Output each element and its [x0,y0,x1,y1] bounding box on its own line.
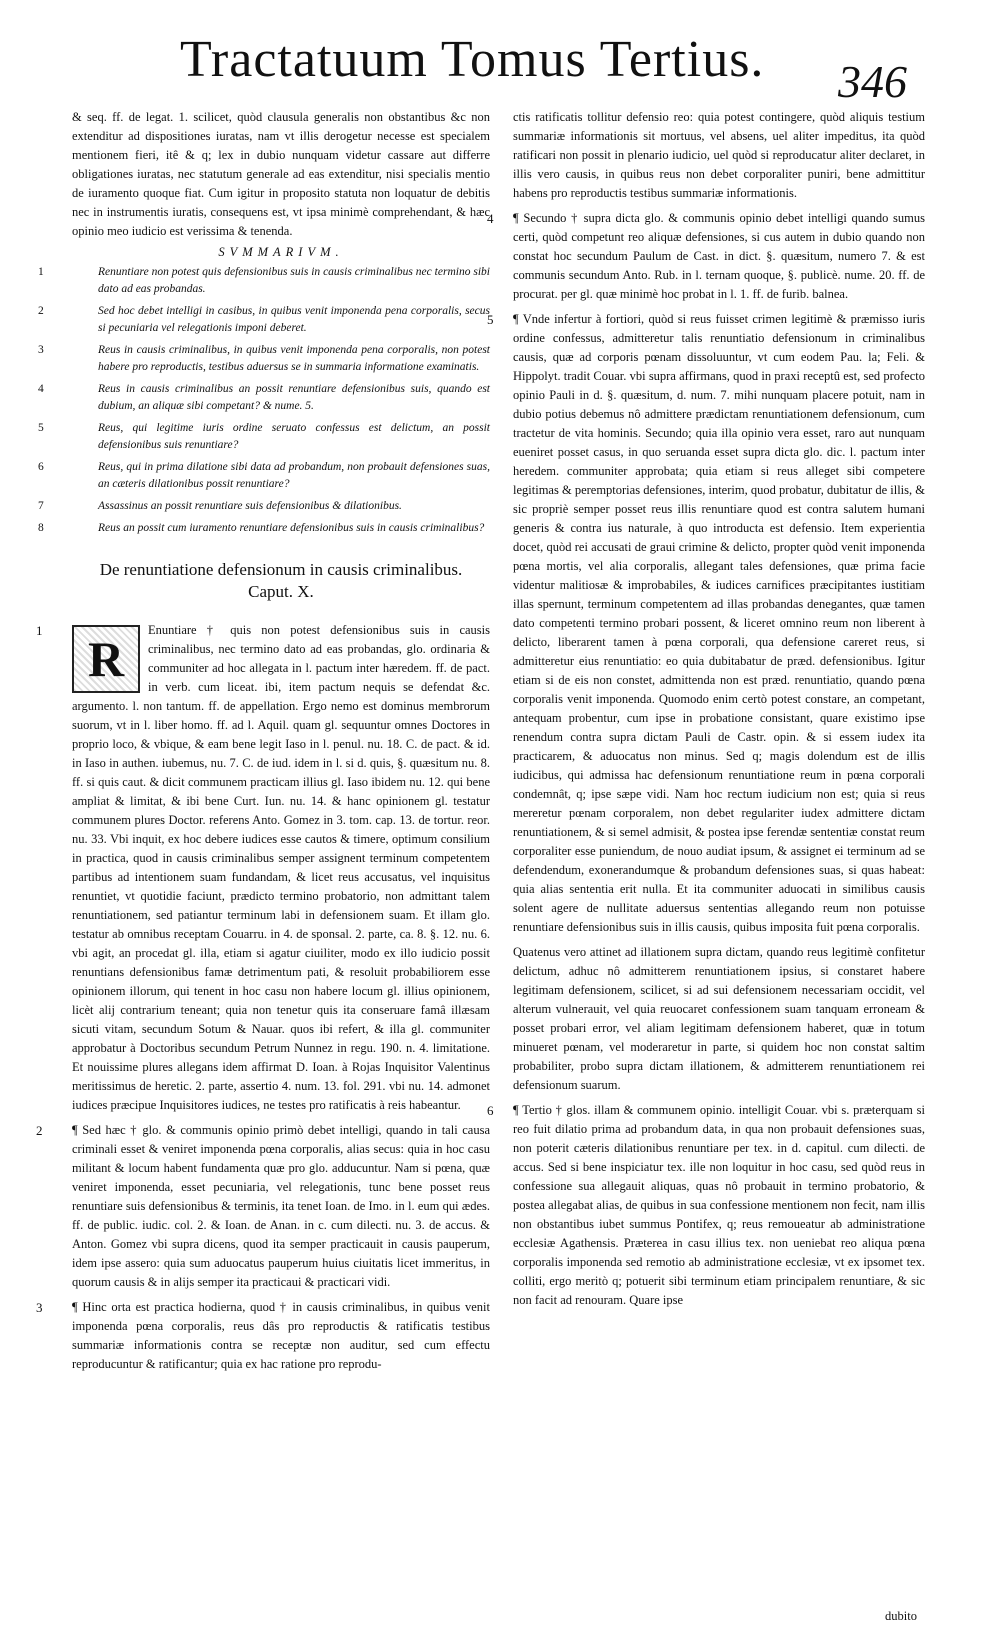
summarium-number: 6 [38,461,44,473]
summarium-text: Renuntiare non potest quis defensionibus suis in causis criminalibus nec termino sibi dato ad eas probandas. [98,266,490,295]
summarium-text: Reus, qui legitime iuris ordine seruato confessus est delictum, an possit defensionibus suis renuntiare? [98,422,490,451]
summarium-item [38,264,490,298]
body-paragraph [513,108,925,203]
paragraph-text: ¶ Hinc orta est practica hodierna, quod † in causis criminalibus, in quibus venit imponenda pœna corporalis, reus dâs pro reproductis & ratificatis testibus summariæ informationis contra se receptæ non auditur, sed cum effectu reproducuntur & ratificantur; quia ex hac ratione pro reprodu- [72,1300,490,1371]
body-paragraph [36,1121,490,1292]
summarium-text: Assassinus an possit renuntiare suis defensionibus & dilationibus. [98,500,402,512]
summarium-heading: SVMMARIVM. [218,245,344,259]
summarium-number: 4 [38,383,44,395]
chapter-title [80,559,482,603]
margin-number: 4 [487,211,494,226]
paragraph-text: ¶ Sed hæc † glo. & communis opinio primò debet intelligi, quando in tali causa criminali esset & veniret imponenda pœna corporalis, alias secus: quia in hoc casu militant & locum habent fundamenta quæ pro glo. adducuntur. Nam si pœna, quæ veniret imponenda, esset pecuniaria, vel relegationis, tunc bene posset reus renuntiare suis defensionibus & terminis, ita tenet Ioan. de Imo. in l. eum qui ædes. ff. de public. iudic. col. 2. & Ioan. de Anan. in c. cum dilecti. nu. 3. de accus. & Anton. Gomez vbi supra dicens, quod ita semper practicauit in causis pauperum, idem ipse assero: quia sum aduocatus pauperum huius ciuitatis licet immeritus, in quorum causis & in alijs semper ita practicaui & practicari vidi. [72,1123,490,1289]
summarium-item [38,420,490,454]
left-column [36,108,490,1628]
margin-number: 6 [487,1103,494,1118]
body-paragraph [36,621,490,1115]
body-paragraph [487,1101,925,1310]
chapter-title-text: De renuntiatione defensionum in causis criminalibus. [99,560,463,579]
paragraph-text: ctis ratificatis tollitur defensio reo: quia potest contingere, quòd aliquis testium summariæ informationis sit mortuus, vel absens, uel aliter impeditus, ita quòd ratificari non possit in plenario iudicio, uel quòd si reproducatur aliter declaret, in illis vero causis, in quibus reus non debet corporaliter puniri, bene admittitur habens pro reproductis testibus summariæ informationis. [513,110,925,200]
catchword: dubito [885,1609,917,1623]
summarium-item [38,303,490,337]
paragraph-text: Enuntiare † quis non potest defensionibus suis in causis criminalibus, nec termino dato ad eas probandas, glo. ordinaria & communiter ad hoc allegata in l. pactum inter hæredem. ff. de pact. in verb. cum liceat. ibi, item pactum nequis se defendat &c. argumento. l. non tantum. ff. de appellation. Ergo nemo est dominus membrorum suorum, vt in l. liber homo. ff. ad l. Aquil. quam gl. sequuntur omnes Doctores in proprio loco, & vbique, & eam bene legit Iaso in l. penul. nu. 18. C. de pact. & id. in Iaso in authen. iubemus, nu. 7. C. de iud. idem in l. si d. quis, §. quæsitum nu. 8. ff. si quis caut. & dicit communem practicam illius gl. Iaso ibidem nu. 12. qui bene ampliat & limitat, & ibi bene Curt. Iun. nu. 14. & hanc opinionem gl. testatur communem plures Doctor. referens Anto. Gomez in 3. tom. cap. 13. de tortur. reor. nu. 33. Vbi inquit, ex hoc debere iudices esse cautos & timere, optimum consilium in practica, quod in causis criminalibus semper assignent terminum competentem partibus ad intentionem suam fundandam, & licet reus accusatus, vel inquisitus renuntiet, vt quotidie faciunt, prædicto termino probatorio, non admittant talem renuntiationem, sed patiantur terminum labi in defensionem suam. Et illam glo. testatur ab omnibus receptam Couarru. in 4. de sponsal. 2. parte, ca. 8. §. 12. nu. 6. vbi agit, an procedat gl. illa, etiam si agatur ciuiliter, modo ex illo iudicio possit renuntians defensionibus famæ detrimentum pati, & resoluit probabiliorem esse opinionem illorum, qui tenent in hoc casu non habere locum gl. illius opinionem, licèt alij contrarium teneant; quia non tenetur quis ita conseruare famâ illæsam sicuti vitam, secundum Sotum & Nauar. quos ibi refert, & illa gl. communiter approbatur à Doctoribus secundum Petrum Nunnez in regu. 190. n. 4. limitatione. Et nouissime plures allegans idem affirmat D. Ioan. à Rojas Inquisitor Valentinus meritissimus de heretic. 2. parte, assertio 4. num. 13. fol. 291. vbi nu. 14. admonet iudices præcipue Inquisitores iudices, ne testes pro ratificatis à reis habeantur. [72,623,490,1112]
summarium-item [38,498,490,515]
body-paragraph [513,943,925,1095]
paragraph-text: ¶ Tertio † glos. illam & communem opinio. intelligit Couar. vbi s. præterquam si reo fuit dilatio prima ad probandum data, in qua non probauit defensiones suas, non poterit cæteris dilationibus renuntiare per tex. in d. capitul. cum dilecti. de accus. Sed si bene inspiciatur tex. ille non loquitur in hoc casu, sed quòd reus in confessione sua allegauit aliquas, quas nô probauit in termino probatorio, & postea allegabat alias, de quibus in sua confessione mentionem non fecit, nam illis non obstantibus iubet summus Pontifex, q; reus remoueatur ab administratione ecclesiæ Agathensis. Præterea in casu illius tex. non ueniebat reo aliqua pœna corporalis imponenda sed remotio ab administratione ecclesiæ, vt ex ipsomet tex. colliti, ergo meritò q; potuerit sibi terminum etiam principalem renuntiare, & sic non facit ad renouram. Quare ipse [513,1103,925,1307]
chapter-label: Caput. X. [248,582,314,601]
margin-number: 1 [36,623,43,638]
summarium-text: Sed hoc debet intelligi in casibus, in quibus venit imponenda pena corporalis, secus si pecuniaria vel relegationis imponi deberet. [98,305,490,334]
margin-number: 5 [487,312,494,327]
summarium-number: 1 [38,266,44,278]
summarium-item [38,381,490,415]
page-number: 346 [838,56,907,107]
summarium-item [38,342,490,376]
intro-paragraph: & seq. ff. de legat. 1. scilicet, quòd clausula generalis non obstantibus &c non extenditur ad dispositiones iuratas, nam vt illis derogetur necesse est specialem mentionem fieri, itê & q; lex in dubio nunquam videtur cassare aut differre obligationes iuratas, nec statutum generale ad eas extenditur, nisi specialis mentio de iuramento quoque fiat. Cum igitur in proposito statuta non loquatur de debitis nec in instrumentis iuratis, consequens est, vt ipsa minimè comprehendant, & hæc opinio meo iudicio est verissima & tenenda. [72,110,490,238]
body-paragraph [36,1298,490,1374]
summarium-number: 8 [38,522,44,534]
summarium-text: Reus in causis criminalibus, in quibus venit imponenda pena corporalis, non potest habere pro reproductis, testibus aduersus se in summaria informatione examinatis. [98,344,490,373]
right-column [487,108,925,1628]
summarium-number: 7 [38,500,44,512]
summarium-text: Reus in causis criminalibus an possit renuntiare defensionibus suis, quando est dubium, an aliquæ sibi competant? & nume. 5. [98,383,490,412]
paragraph-text: ¶ Vnde infertur à fortiori, quòd si reus fuisset crimen legitimè & præmisso iuris ordine confessus, admitteretur talis renuntiatio defensionum in criminalibus causis, quæ ad corporis pœnam dissoluuntur, vt cum eodem Pau. la; Feli. & Hippolyt. tradit Couar. vbi supra affirmans, quod in praxi receptû est, sed profecto opinio Pauli in d. §. quæsitum, d. num. 7. mihi nunquam placere potuit, nam in dubio potius debemus nô admittere prædictam renuntiationem defensionum, cum tractetur de vita hominis. Secundo; quia illa opinio vera esset, raro aut nunquam eueniret posset casus, in quo seruanda esset supra dicta glo. dic. l. pactum inter heredem. communiter approbata; quia etiam si reus alleget sibi competere legitimas & peremptorias defensiones, interim, quod probatur, dubitatur de illis, & sic propriè semper posset reus illis renuntiare quod est contra salutem humani generis & contra ius naturale, à quo introducta est defensio. Item experientia docet, quòd rei accusati de graui crimine & delicto, propter quòd venit imponenda pœna mortis, vel alia corporalis, allegant tales defensiones, quæ prima facie videntur malitiosæ & improbabiles, & iudices carnifices præcipitantes iustitiam illas spernunt, terminum competentem ad illas probandas denegantes, quæ tamen dato competenti termino probari possent, & liceret omnino reum non liberent à delicto, liberarent tamen à pœna corporali, qua defensione careret reus, si admitteretur eius renuntiatio: eo quia dubitabatur de præd. defensionibus. Igitur etiam si de eis non constet, admittenda non est præd. renuntiatio, quando pœna corporalis venit imponenda. Quomodo enim certò potest constare, an competant, antequam probentur, cum ipse in probatione consistant, quare existimo ipse renendum contra supra dictam Pauli de Castr. opin. & si essem iudex ita practicarem, & aduocatus non minus. Sed q; magis dolendum est de illis iudicibus, qui admissa hac defensionum renuntiatione reum in pœna corporali condemnât, q; ipse sæpe vidi. Nam hoc rectum iudicium non est; quia si reus mereretur pœnam corporalem, non debet regulariter iudex admittere dictam renuntiationem, & si semel admisit, & postea ipse ferendæ sententiæ constat reum corporaliter esse puniendum, de nouo audiat ipsum, & assignet ei terminum ad se defendendum, exonerandumque & probandum defensiones suas, si quas habeat: quia alias sententia erit nulla. Et ita communiter aduocati in similibus causis solent agere de nullitate aduersus sententias allegando reum non potuisse renuntiare defensionibus suis in illis causis, quibus imposita fuit pœna corporalis. [513,312,925,934]
running-title: Tractatuum Tomus Tertius. [180,31,765,88]
summarium-item [38,520,490,537]
paragraph-text: ¶ Secundo † supra dicta glo. & communis opinio debet intelligi quando sumus certi, quòd competunt reo aliquæ defensiones, si cus autem in dubio quando non constat hoc secundum Paulum de Cast. in dict. §. quæsitum, numero 7. & est communis secundum Anto. Rub. in l. ternam quoque, §. publicè. nume. 20. ff. de procurat. per gl. quæ minimè hoc probat in l. 1. ff. de furib. balnea. [513,211,925,301]
summarium-list [38,264,490,537]
summarium-number: 5 [38,422,44,434]
summarium-text: Reus, qui in prima dilatione sibi data ad probandum, non probauit defensiones suas, an cæteris dilationibus possit renuntiare? [98,461,490,490]
margin-number: 2 [36,1123,43,1138]
summarium-number: 2 [38,305,44,317]
body-paragraph [487,310,925,937]
paragraph-text: Quatenus vero attinet ad illationem supra dictam, quando reus legitimè confitetur delictum, adhuc nô admitterem renuntiationem ipsius, si constaret habere legitimam defensionem, scilicet, si ad sui defensionem necessariam occidit, vel alterum vulnerauit, vel quia reuocaret confessionem suam tanquam erroneam & posset probari error, vel aliam legitimam defensionem haberet, quæ in totum minueret pœnam, vel moderaretur in parte, si quidem hoc non constat saltim probabiliter, probo supra dictam illationem, & admitterem renuntiationem rei defensionum suarum. [513,945,925,1092]
summarium-number: 3 [38,344,44,356]
decorated-initial: R [72,625,140,693]
summarium-text: Reus an possit cum iuramento renuntiare defensionibus suis in causis criminalibus? [98,522,485,534]
margin-number: 3 [36,1300,43,1315]
body-paragraph [487,209,925,304]
summarium-item [38,459,490,493]
